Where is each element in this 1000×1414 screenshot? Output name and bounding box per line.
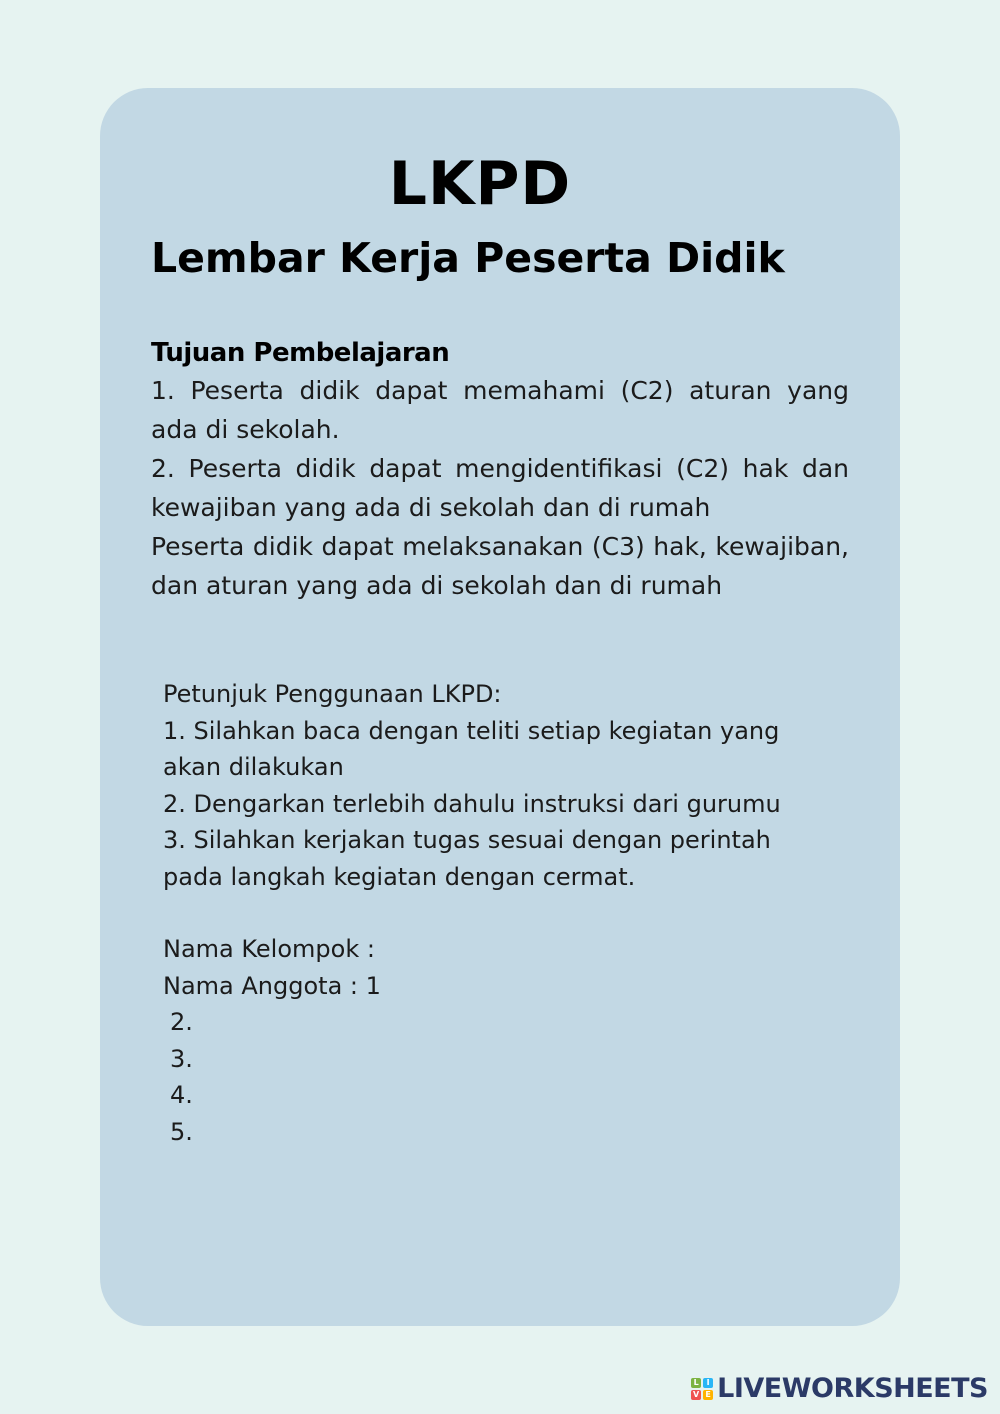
group-info [163,931,763,1151]
logo-mark-icon [691,1378,713,1400]
usage-instructions [163,676,823,895]
member-number: 2. [170,1008,193,1037]
logo-mark-tile: L [691,1378,701,1388]
group-name-label: Nama Kelompok : [163,935,375,963]
page-subtitle: Lembar Kerja Peserta Didik [151,234,785,282]
member-number: 4. [170,1081,193,1110]
page-title: LKPD [388,149,572,219]
liveworksheets-logo[interactable] [691,1372,988,1406]
logo-mark-tile: E [703,1390,713,1400]
members-label: Nama Anggota : 1 [163,971,381,1000]
learning-goal-item: 1. Peserta didik dapat memahami (C2) aturan yang ada di sekolah. [151,376,849,444]
instruction-item: 1. Silahkan baca dengan teliti setiap kegiatan yang akan dilakukan [163,716,780,781]
logo-mark-tile: I [703,1378,713,1388]
instruction-item: 3. Silahkan kerjakan tugas sesuai dengan perintah pada langkah kegiatan dengan cermat. [163,826,771,891]
instruction-item: 2. Dengarkan terlebih dahulu instruksi dari gurumu [163,789,781,818]
learning-goals-list [151,371,849,605]
member-number: 3. [170,1044,193,1073]
learning-goals-heading: Tujuan Pembelajaran [151,338,450,368]
learning-goal-item: 2. Peserta didik dapat mengidentifikasi (C2) hak dan kewajiban yang ada di sekolah dan di rumah [151,454,849,522]
learning-goal-item: Peserta didik dapat melaksanakan (C3) hak, kewajiban, dan aturan yang ada di sekolah dan di rumah [151,532,849,600]
member-number: 5. [170,1117,193,1146]
logo-mark-tile: V [693,1390,700,1399]
instructions-heading: Petunjuk Penggunaan LKPD: [163,680,502,708]
logo-text: LIVEWORKSHEETS [717,1373,988,1404]
